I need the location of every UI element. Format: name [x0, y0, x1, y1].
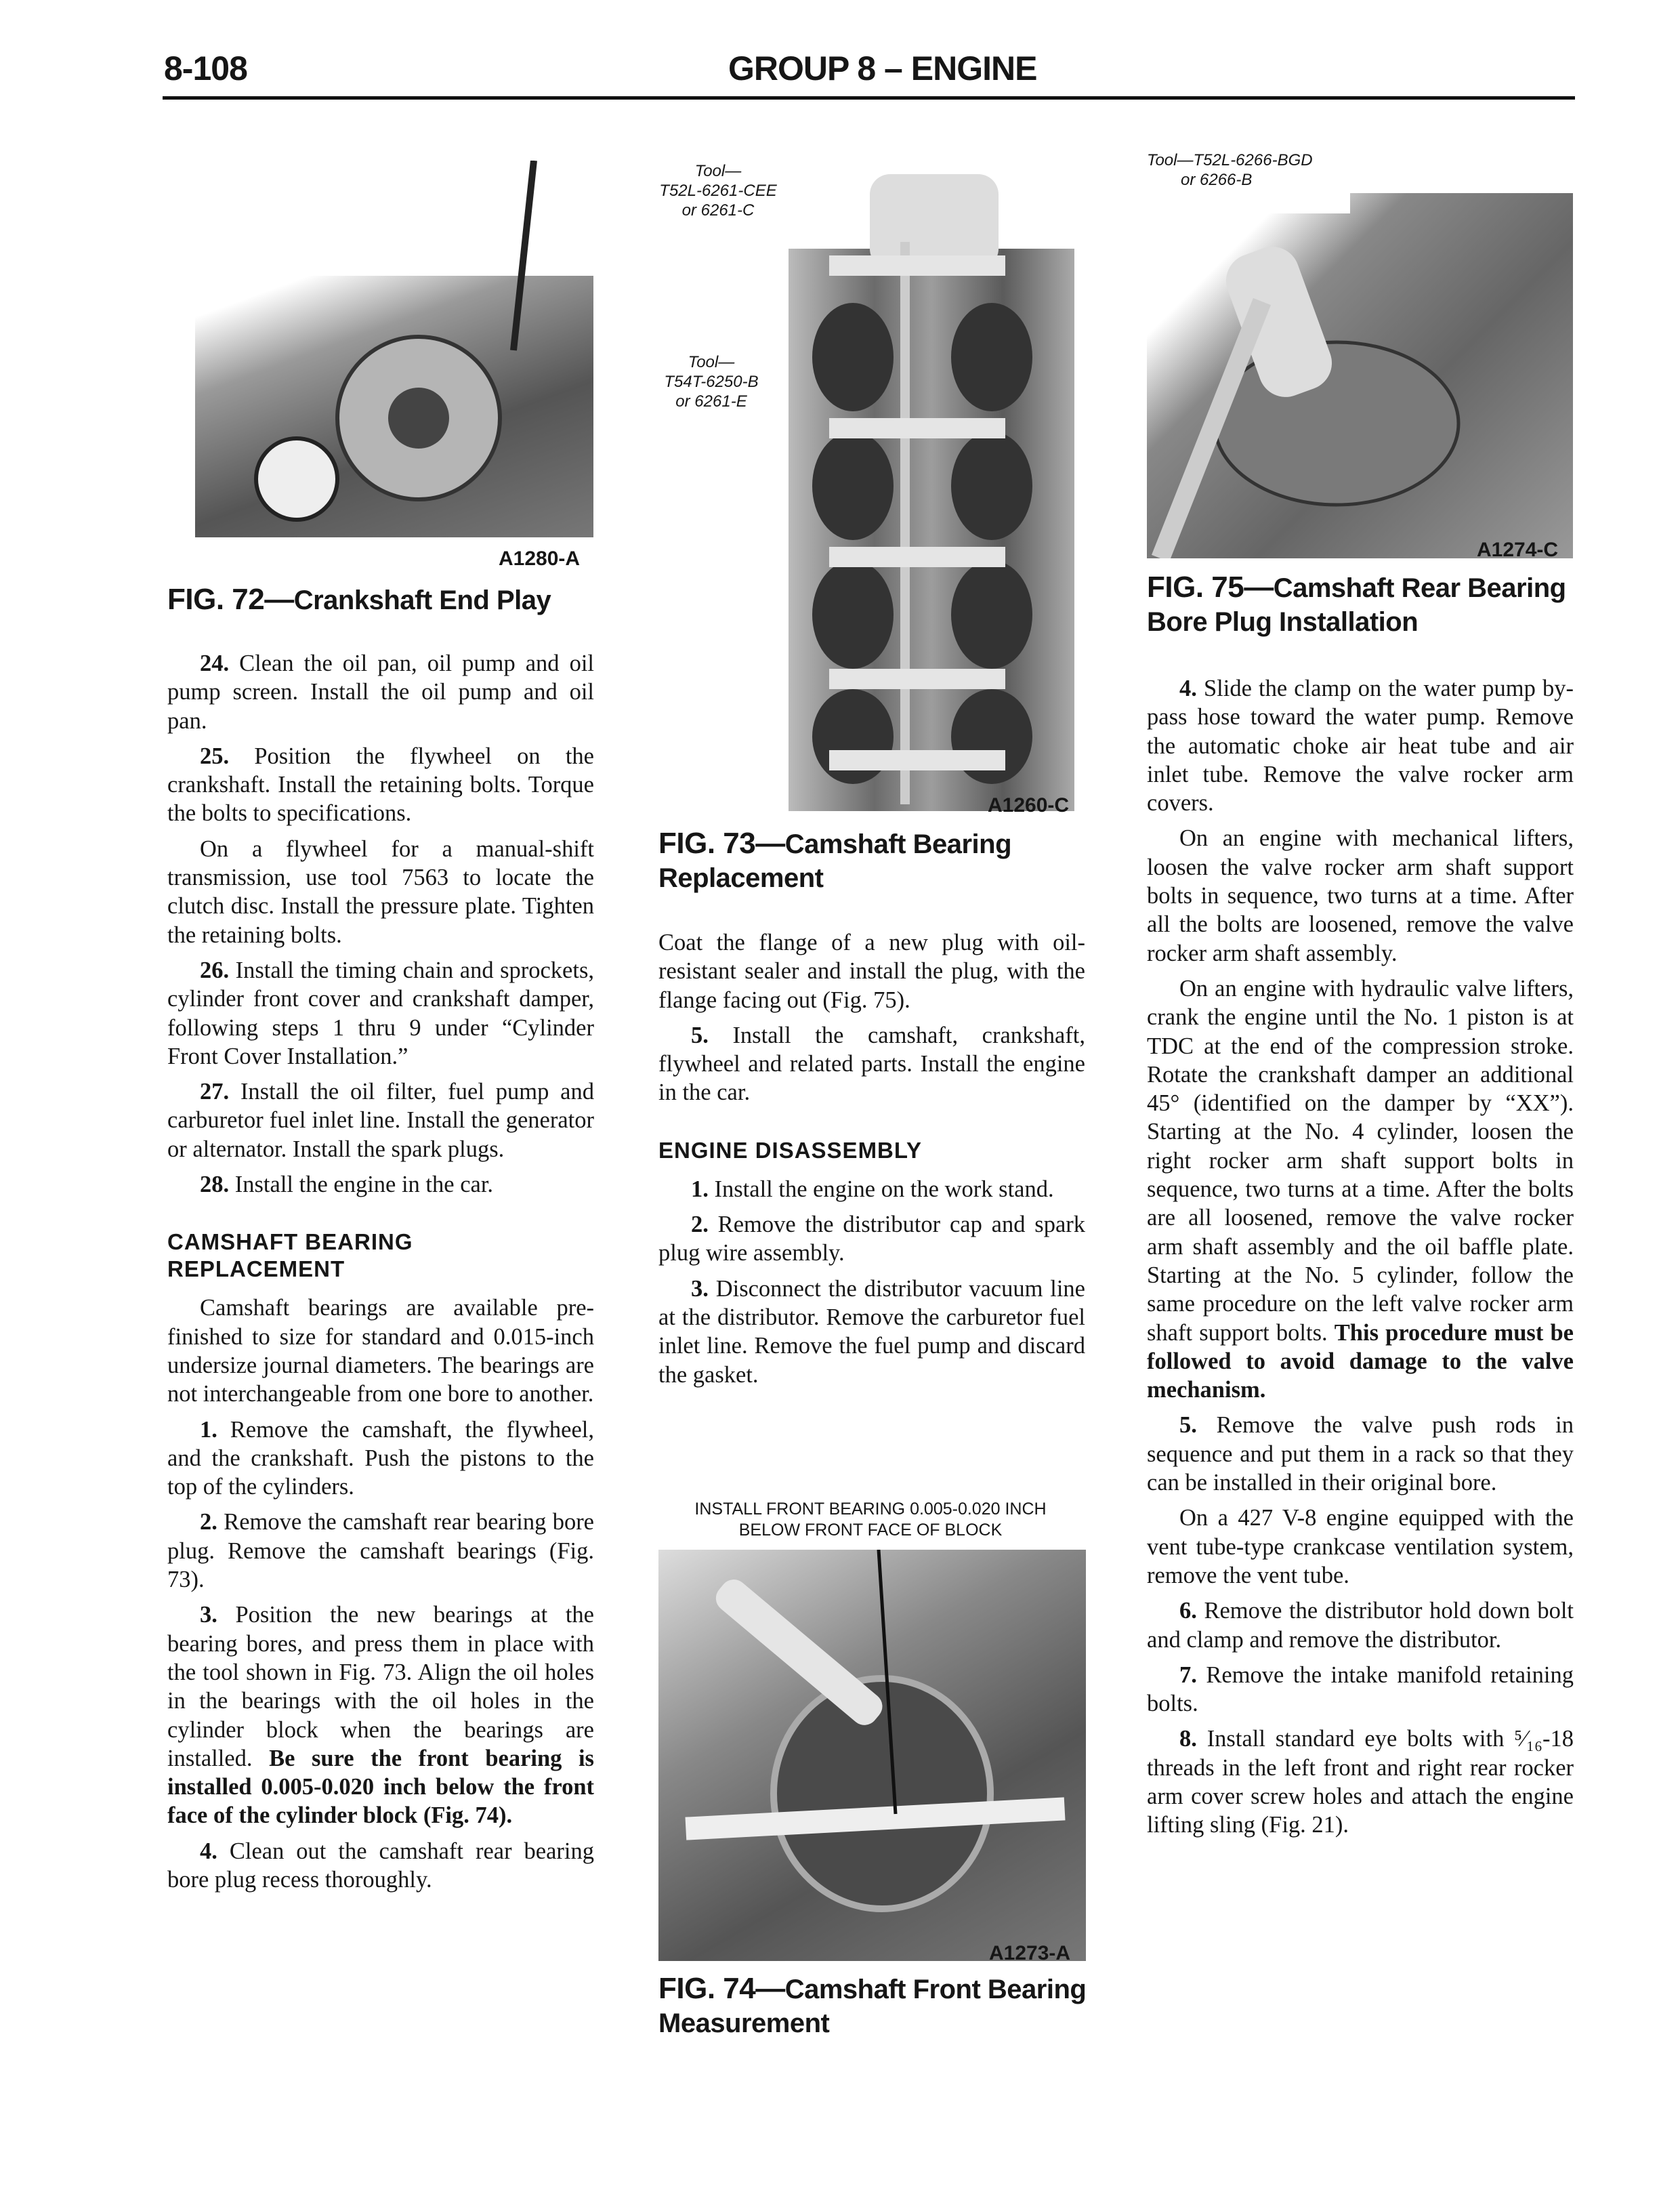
paragraph-text: Remove the intake manifold retaining bolts. — [1147, 1661, 1574, 1717]
paragraph-text: Install the timing chain and sprockets, cylinder front cover and crankshaft damper, following steps 1 thru 9 under “Cylinder Front Cover Installation.” — [167, 957, 594, 1069]
paragraph — [167, 649, 594, 735]
label-line: or 6261-C — [681, 201, 755, 220]
label-line: or 6266-B — [1181, 171, 1253, 189]
fig74-number: FIG. 74— — [658, 1972, 785, 2005]
paragraph — [658, 1021, 1085, 1107]
step-number: 1. — [200, 1416, 217, 1443]
paragraph-text: Remove the distributor hold down bolt and clamp and remove the distributor. — [1147, 1598, 1574, 1653]
label-line: Tool— — [694, 162, 742, 180]
paragraph — [1147, 1596, 1574, 1654]
paragraph — [1147, 1661, 1574, 1718]
page-header-title: GROUP 8 – ENGINE — [728, 49, 1037, 87]
paragraph-text: Coat the flange of a new plug with oil-resistant sealer and install the plug, with the flange facing out (Fig. 75). — [658, 930, 1085, 1013]
paragraph — [1147, 674, 1574, 817]
step-number: 4. — [200, 1838, 217, 1864]
step-number: 28. — [200, 1172, 230, 1198]
paragraph — [167, 1416, 594, 1502]
fig72-number: FIG. 72— — [167, 583, 294, 616]
paragraph-text: Install the oil filter, fuel pump and carburetor fuel inlet line. Install the generator or alternator. Install the spark plugs. — [167, 1079, 594, 1162]
fig72-id: A1280-A — [499, 548, 581, 570]
warning-text: Be sure the front bearing is installed 0.005-0.020 inch below the front face of the cylinder block (Fig. 74). — [167, 1745, 594, 1829]
fig75-photo — [1147, 193, 1573, 558]
label-line: T54T-6250-B — [664, 373, 759, 391]
left-column — [167, 649, 594, 1901]
paragraph-text: Position the new bearings at the bearing bores, and press them in place with the tool shown in Fig. 73. Align the oil holes in the bearings with the oil holes in the cylinder block when the bearings are installed. — [167, 1602, 594, 1771]
paragraph-text: Remove the valve push rods in sequence and put them in a rack so that they can be installed in their original bore. — [1147, 1412, 1574, 1496]
step-number: 4. — [1179, 676, 1197, 701]
paragraph-text: Disconnect the distributor vacuum line at the distributor. Remove the carburetor fuel inlet line. Remove the fuel pump and discard the gasket. — [658, 1275, 1085, 1388]
paragraph — [1147, 974, 1574, 1404]
paragraph-text: Install the engine on the work stand. — [708, 1176, 1054, 1202]
step-number: 27. — [200, 1079, 230, 1105]
label-line: Tool—T52L-6266-BGD — [1147, 151, 1313, 169]
warning-text: This procedure must be followed to avoid damage to the valve mechanism. — [1147, 1319, 1574, 1403]
step-number: 5. — [691, 1022, 709, 1048]
fig73-label-mid — [650, 352, 772, 411]
paragraph — [658, 1275, 1085, 1389]
paragraph — [1147, 824, 1574, 967]
paragraph-text: Remove the distributor cap and spark plug wire assembly. — [658, 1212, 1085, 1266]
paragraph-text: On a 427 V-8 engine equipped with the vent tube-type crankcase ventilation system, remove the vent tube. — [1147, 1505, 1574, 1588]
label-line: Tool— — [688, 353, 735, 371]
label-line: or 6261-E — [675, 392, 747, 411]
step-number: 6. — [1179, 1598, 1197, 1624]
paragraph-text: On a flywheel for a manual-shift transmission, use tool 7563 to locate the clutch disc. Install the pressure plate. Tighten the retaining bolts. — [167, 835, 594, 948]
step-number: 1. — [691, 1176, 709, 1202]
paragraph — [167, 1294, 594, 1408]
paragraph — [658, 1210, 1085, 1268]
fig75-label — [1147, 150, 1337, 190]
right-column — [1147, 674, 1574, 1846]
paragraph — [167, 1837, 594, 1895]
step-number: 2. — [200, 1509, 217, 1535]
paragraph — [167, 1601, 594, 1830]
fig74-id: A1273-A — [989, 1942, 1071, 1964]
step-number: 26. — [200, 957, 230, 983]
fig75-id: A1274-C — [1477, 539, 1559, 561]
paragraph-text: Slide the clamp on the water pump by-pass hose toward the water pump. Remove the automatic choke air heat tube and air inlet tube. Remove the valve rocker arm covers. — [1147, 676, 1574, 817]
fig73-id: A1260-C — [988, 794, 1070, 817]
fig73-label-top — [650, 161, 786, 220]
paragraph — [1147, 1725, 1574, 1839]
step-number: 5. — [1179, 1412, 1197, 1439]
step-number: 3. — [200, 1602, 217, 1628]
paragraph-text: Install the engine in the car. — [229, 1172, 494, 1198]
fig72-photo — [195, 161, 593, 537]
page-number: 8-108 — [164, 49, 247, 87]
step-number: 24. — [200, 651, 230, 676]
paragraph — [167, 742, 594, 828]
fig72-caption — [167, 583, 601, 617]
note-line: INSTALL FRONT BEARING 0.005-0.020 INCH — [694, 1500, 1047, 1519]
section-heading-disassembly: ENGINE DISASSEMBLY — [658, 1137, 923, 1163]
paragraph-text: Remove the camshaft rear bearing bore plug. Remove the camshaft bearings (Fig. 73). — [167, 1509, 594, 1593]
fig75-title: Camshaft Rear Bearing Bore Plug Installation — [1147, 573, 1566, 637]
paragraph-text: Clean out the camshaft rear bearing bore plug recess thoroughly. — [167, 1838, 594, 1893]
step-number: 7. — [1179, 1661, 1197, 1688]
paragraph — [167, 1170, 594, 1199]
paragraph-text: Position the flywheel on the crankshaft. Install the retaining bolts. Torque the bolts to specifications. — [167, 743, 594, 827]
fig73-number: FIG. 73— — [658, 827, 785, 860]
fig72-title: Crankshaft End Play — [293, 585, 551, 615]
paragraph — [167, 1508, 594, 1594]
fig73-photo — [789, 161, 1074, 811]
paragraph — [658, 1175, 1085, 1203]
fig74-photo — [658, 1550, 1086, 1961]
step-number: 8. — [1179, 1726, 1197, 1752]
fig73-caption — [658, 827, 1092, 895]
step-number: 3. — [691, 1275, 709, 1302]
fig75-number: FIG. 75— — [1147, 571, 1274, 604]
paragraph-text: On an engine with hydraulic valve lifters, crank the engine until the No. 1 piston is at TDC at the end of the compression stroke. Rotate the crankshaft damper an additional 45° (identified on the damper by “XX”). Starting at the No. 4 cylinder, loosen the right rocker arm shaft support bolts in sequence, two turns at a time. After the bolts are all loosened, remove the valve rocker arm shaft assembly and the oil baffle plate. Starting at the No. 5 cylinder, follow the same procedure on the left valve rocker arm shaft support bolts. — [1147, 975, 1574, 1346]
paragraph-text: On an engine with mechanical lifters, loosen the valve rocker arm shaft support bolts in sequence, two turns at a time. After all the bolts are loosened, remove the valve rocker arm shaft assembly. — [1147, 825, 1574, 966]
paragraph — [167, 956, 594, 1071]
paragraph — [1147, 1411, 1574, 1497]
paragraph — [167, 835, 594, 949]
step-number: 2. — [691, 1212, 709, 1238]
paragraph — [1147, 1504, 1574, 1590]
note-line: BELOW FRONT FACE OF BLOCK — [738, 1521, 1003, 1540]
paragraph-text: Install the camshaft, crankshaft, flywheel and related parts. Install the engine in the car. — [658, 1022, 1085, 1106]
paragraph-text: Remove the camshaft, the flywheel, and the crankshaft. Push the pistons to the top of the cylinders. — [167, 1416, 594, 1500]
middle-column — [658, 928, 1085, 1396]
step-number: 25. — [200, 743, 230, 769]
fig73-title: Camshaft Bearing Replacement — [658, 829, 1012, 893]
paragraph — [167, 1077, 594, 1163]
paragraph-text: Install standard eye bolts with ⁵⁄₁₆-18 threads in the left front and right rear rocker arm cover screw holes and attach the engine lifting sling (Fig. 21). — [1147, 1726, 1574, 1838]
paragraph-text: Clean the oil pan, oil pump and oil pump screen. Install the oil pump and oil pan. — [167, 651, 594, 734]
label-line: T52L-6261-CEE — [659, 182, 777, 200]
paragraph-text: Camshaft bearings are available pre-finished to size for standard and 0.015-inch undersize journal diameters. The bearings are not interchangeable from one bore to another. — [167, 1295, 594, 1407]
fig75-caption — [1147, 571, 1580, 639]
section-heading-camshaft: CAMSHAFT BEARING REPLACEMENT — [167, 1229, 413, 1282]
header-rule — [163, 96, 1575, 100]
fig74-caption — [658, 1972, 1092, 2040]
fig74-title: Camshaft Front Bearing Measurement — [658, 1975, 1087, 2038]
fig74-note — [654, 1499, 1087, 1541]
paragraph — [658, 928, 1085, 1014]
